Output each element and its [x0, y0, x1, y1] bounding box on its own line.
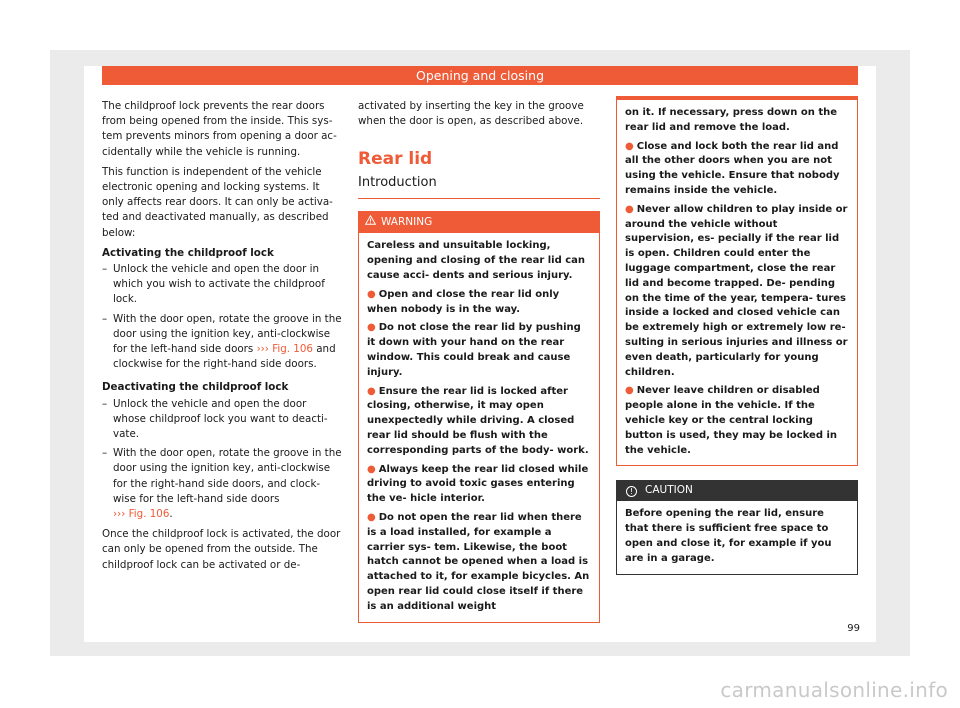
section-header: [102, 66, 858, 85]
warning-text: Careless and unsuitable locking, opening and closing of the rear lid can cause acci- dents and serious injury.: [367, 240, 586, 281]
warning-bullet: [625, 384, 849, 458]
warning-bullet: [367, 385, 591, 459]
bullet-text: Always keep the rear lid closed while driving to avoid toxic gases entering the ve- hicle interior.: [367, 463, 589, 505]
figure-link[interactable]: ››› Fig. 106: [113, 508, 170, 521]
warning-header: [359, 212, 599, 233]
watermark: carmanualsonline.info: [720, 678, 948, 702]
bullet-text: Open and close the rear lid only when nobody is in the way.: [367, 288, 560, 315]
warning-box: [358, 211, 600, 622]
bullet-dot-icon: ●: [625, 203, 634, 215]
caution-label: CAUTION: [645, 484, 693, 497]
bullet-dot-icon: ●: [367, 288, 376, 300]
manual-page: [84, 66, 876, 642]
bullet-dot-icon: ●: [367, 463, 376, 475]
caution-box: [616, 501, 858, 574]
bullet-text: Never allow children to play inside or around the vehicle without supervision, es- pecially if the rear lid is open. Children could enter the luggage compartment, close the rear lid and become trapped. De- pending on the time of the year, tempera- tures inside a locked and closed vehicle can be extremely high or extremely low re- sulting in serious injuries and illness or even death, particularly for young children.: [625, 203, 848, 378]
list-item: [102, 446, 342, 522]
bullet-dot-icon: ●: [367, 322, 376, 334]
warning-label: WARNING: [381, 216, 433, 229]
subheading-deactivating: Deactivating the childproof lock: [102, 381, 289, 394]
warning-body: [617, 100, 857, 465]
bullet-text: Do not open the rear lid when there is a load installed, for example a carrier sys- tem. Likewise, the boot hatch cannot be opened when a load is attached to it, for example bicycles. An open rear lid could close itself if there is an additional weight: [367, 511, 590, 612]
bullet-text: Close and lock both the rear lid and all the other doors when you are not using the vehicle. Ensure that nobody remains inside the vehicle.: [625, 140, 840, 196]
warning-bullet: [625, 203, 849, 381]
bullet-text: Never leave children or disabled people alone in the vehicle. If the vehicle key or the central locking button is used, they may be locked in the vehicle.: [625, 385, 838, 456]
list-text: With the door open, rotate the groove in the door using the ignition key, anti-clockwise for the left-hand side doors: [113, 312, 342, 356]
paragraph: This function is independent of the vehicle electronic opening and locking systems. It only affects rear doors. It can only be activa- ted and deactivated manually, as described below:: [102, 165, 333, 239]
list-item: – Unlock the vehicle and open the door in which you wish to activate the childproof lock.: [102, 262, 342, 308]
warning-bullet: [367, 511, 591, 615]
bullet-dot-icon: ●: [367, 385, 376, 397]
caution-header: [616, 480, 858, 501]
warning-bullet: [367, 288, 591, 318]
column-1: [102, 99, 342, 578]
subheading-activating: Activating the childproof lock: [102, 246, 274, 259]
list-text: and clockwise for the right-hand side doors.: [113, 343, 336, 371]
bullet-text: Do not close the rear lid by pushing it down with your hand on the rear window. This could break and cause injury.: [367, 322, 581, 378]
list-text: .: [169, 508, 173, 521]
caution-body: Before opening the rear lid, ensure that there is sufficient free space to open and close it, for example if you are in a garage.: [625, 508, 832, 564]
column-2: [358, 99, 600, 623]
paragraph: Once the childproof lock is activated, the door can only be opened from the outside. The childproof lock can be activated or de-: [102, 528, 341, 571]
figure-link[interactable]: ››› Fig. 106: [256, 343, 313, 356]
warning-triangle-icon: [365, 212, 376, 233]
warning-box-continued: [616, 96, 858, 466]
section-title: Opening and closing: [415, 68, 544, 83]
paragraph: activated by inserting the key in the groove when the door is open, as described above.: [358, 100, 584, 128]
warning-body: [359, 233, 599, 621]
warning-bullet: [367, 321, 591, 380]
bullet-text: Ensure the rear lid is locked after closing, otherwise, it may open unexpectedly while driving. A closed rear lid should be flush with the corresponding parts of the body- work.: [367, 385, 589, 456]
caution-circle-icon: !: [626, 486, 637, 497]
column-3: [616, 96, 858, 575]
bullet-dot-icon: ●: [625, 385, 634, 397]
warning-text: on it. If necessary, press down on the rear lid and remove the load.: [625, 107, 838, 133]
heading-rear-lid: Rear lid: [358, 149, 433, 170]
list-item: [102, 312, 342, 373]
list-text: With the door open, rotate the groove in the door using the ignition key, anti-clockwise for the right-hand side doors, and clock- wise for the left-hand side doors: [113, 447, 342, 505]
warning-bullet: [367, 463, 591, 507]
subheading-introduction: Introduction: [358, 175, 600, 199]
warning-bullet: [625, 140, 849, 199]
bullet-dot-icon: ●: [625, 140, 634, 152]
list-item: – Unlock the vehicle and open the door whose childproof lock you want to deacti- vate.: [102, 397, 342, 443]
paragraph: The childproof lock prevents the rear doors from being opened from the inside. This sys- tem prevents minors from opening a door ac- cidentally while the vehicle is running.: [102, 100, 337, 158]
bullet-dot-icon: ●: [367, 511, 376, 523]
page-number: 99: [847, 623, 860, 634]
